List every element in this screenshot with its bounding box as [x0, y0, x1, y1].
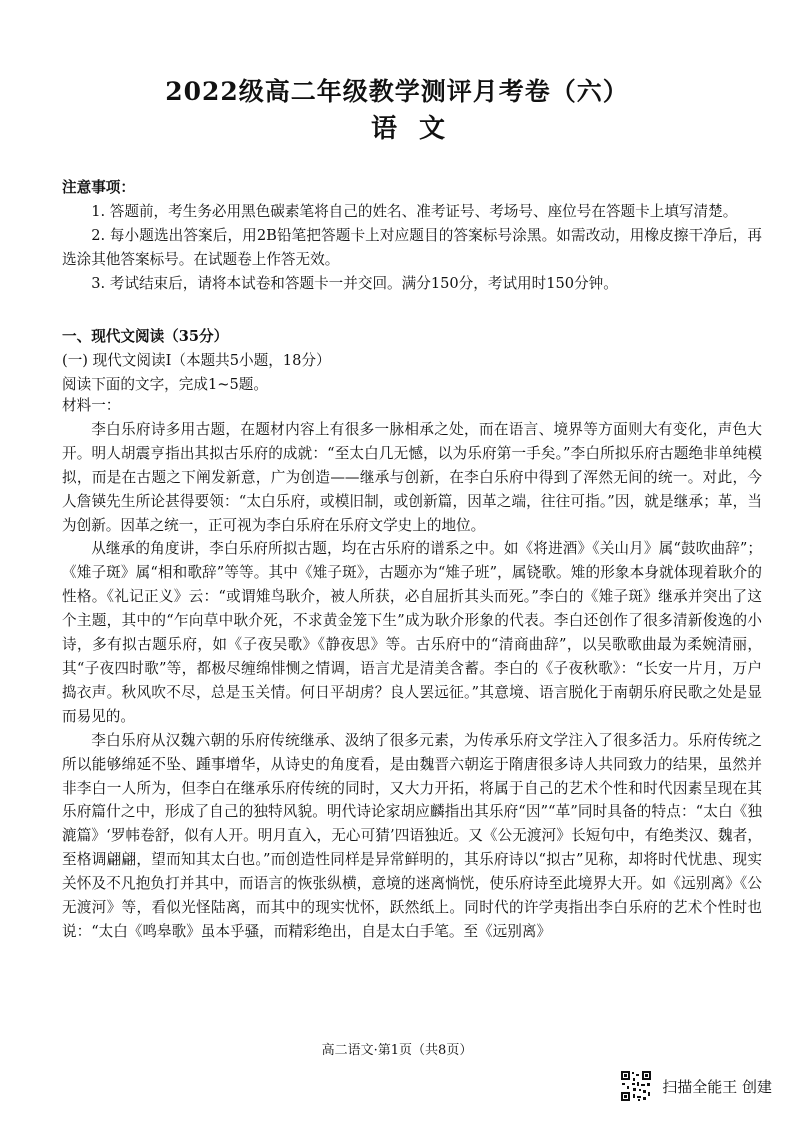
notice-section [62, 176, 762, 296]
page-footer: 高二语文·第1页（共8页） [321, 1043, 473, 1058]
notice-item: 3. 考试结束后，请将本试卷和答题卡一并交回。满分150分，考试用时150分钟。 [91, 274, 618, 292]
scanner-watermark [620, 1068, 772, 1104]
notice-item: 1. 答题前，考生务必用黑色碳素笔将自己的姓名、准考证号、考场号、座位号在答题卡上填写清楚。 [91, 202, 738, 220]
section-subtitle: (一) 现代文阅读Ⅰ（本题共5小题，18分） [62, 351, 331, 369]
material-paragraph: 李白乐府诗多用古题，在题材内容上有很多一脉相承之处，而在语言、境界等方面则大有变化，声色大开。明人胡震亨指出其拟古乐府的成就：“至太白几无憾，以为乐府第一手矣。”李白所拟乐府古题绝非单纯模拟，而是在古题之下阐发新意，广为创造——继承与创新，在李白乐府中得到了浑然无间的统一。对此，今人詹锳先生所论甚得要领：“太白乐府，或模旧制，或创新篇，因革之端，往往可指。”因，就是继承；革，当为创新。因革之统一，正可视为李白乐府在乐府文学史上的地位。 [62, 420, 762, 534]
section-title: 一、现代文阅读（35分） [62, 328, 229, 345]
material-section [62, 394, 762, 944]
material-label: 材料一： [62, 397, 121, 414]
watermark-text: 扫描全能王 创建 [662, 1077, 772, 1096]
material-paragraph: 从继承的角度讲，李白乐府所拟古题，均在古乐府的谱系之中。如《将进酒》《关山月》属“鼓吹曲辞”；《雉子斑》属“相和歌辞”等等。其中《雉子斑》，古题亦为“雉子班”，属铙歌。雉的形象本身就体现着耿介的性格。《礼记正义》云：“或谓雉鸟耿介，被人所获，必自屈折其头而死。”李白的《雉子斑》继承并突出了这个主题，其中的“乍向草中耿介死，不求黄金笼下生”成为耿介形象的代表。李白还创作了很多清新俊逸的小诗，多有拟古题乐府，如《子夜吴歌》《静夜思》等。古乐府中的“清商曲辞”，以吴歌歌曲最为柔婉清丽，其“子夜四时歌”等，都极尽缠绵悱恻之情调，语言尤是清美含蓄。李白的《子夜秋歌》：“长安一片月，万户捣衣声。秋风吹不尽，总是玉关情。何日平胡虏？良人罢远征。”其意境、语言脱化于南朝乐府民歌之处是显而易见的。 [62, 540, 762, 725]
reading-section [62, 325, 762, 397]
notice-heading: 注意事项： [62, 179, 135, 196]
material-paragraph: 李白乐府从汉魏六朝的乐府传统继承、汲纳了很多元素，为传承乐府文学注入了很多活力。乐府传统之所以能够绵延不坠、踵事增华，从诗史的角度看，是由魏晋六朝迄于隋唐很多诗人共同致力的结果，虽然并非李白一人所为，但李白在继承乐府传统的同时，又大力开拓，将属于自己的艺术个性和时代因素呈现在其乐府篇什之中，形成了自己的独特风貌。明代诗论家胡应麟指出其乐府“因”“革”同时具备的特点：“太白《独漉篇》‘罗帏卷舒，似有人开。明月直入，无心可猜’四语独近。又《公无渡河》长短句中，有绝类汉、魏者，至格调翩翩，望而知其太白也。”而创造性同样是异常鲜明的，其乐府诗以“拟古”见称，却将时代忧患、现实关怀及不凡抱负打并其中，而语言的恢张纵横，意境的迷离惝恍，使乐府诗至此境界大开。如《远别离》《公无渡河》等，看似光怪陆离，而其中的现实忧怀，跃然纸上。同时代的许学夷指出李白乐府的艺术个性时也说：“太白《鸣皋歌》虽本乎骚，而精彩绝出，自是太白手笔。至《远别离》 [62, 731, 762, 940]
exam-title: 2022级高二年级教学测评月考卷（六） [165, 77, 629, 106]
section-instruction: 阅读下面的文字，完成1~5题。 [62, 375, 268, 393]
notice-item: 2. 每小题选出答案后，用2B铅笔把答题卡上对应题目的答案标号涂黑。如需改动，用橡皮擦干净后，再选涂其他答案标号。在试题卷上作答无效。 [62, 226, 762, 268]
exam-subject: 语文 [370, 114, 467, 144]
qr-code-icon [620, 1070, 652, 1102]
